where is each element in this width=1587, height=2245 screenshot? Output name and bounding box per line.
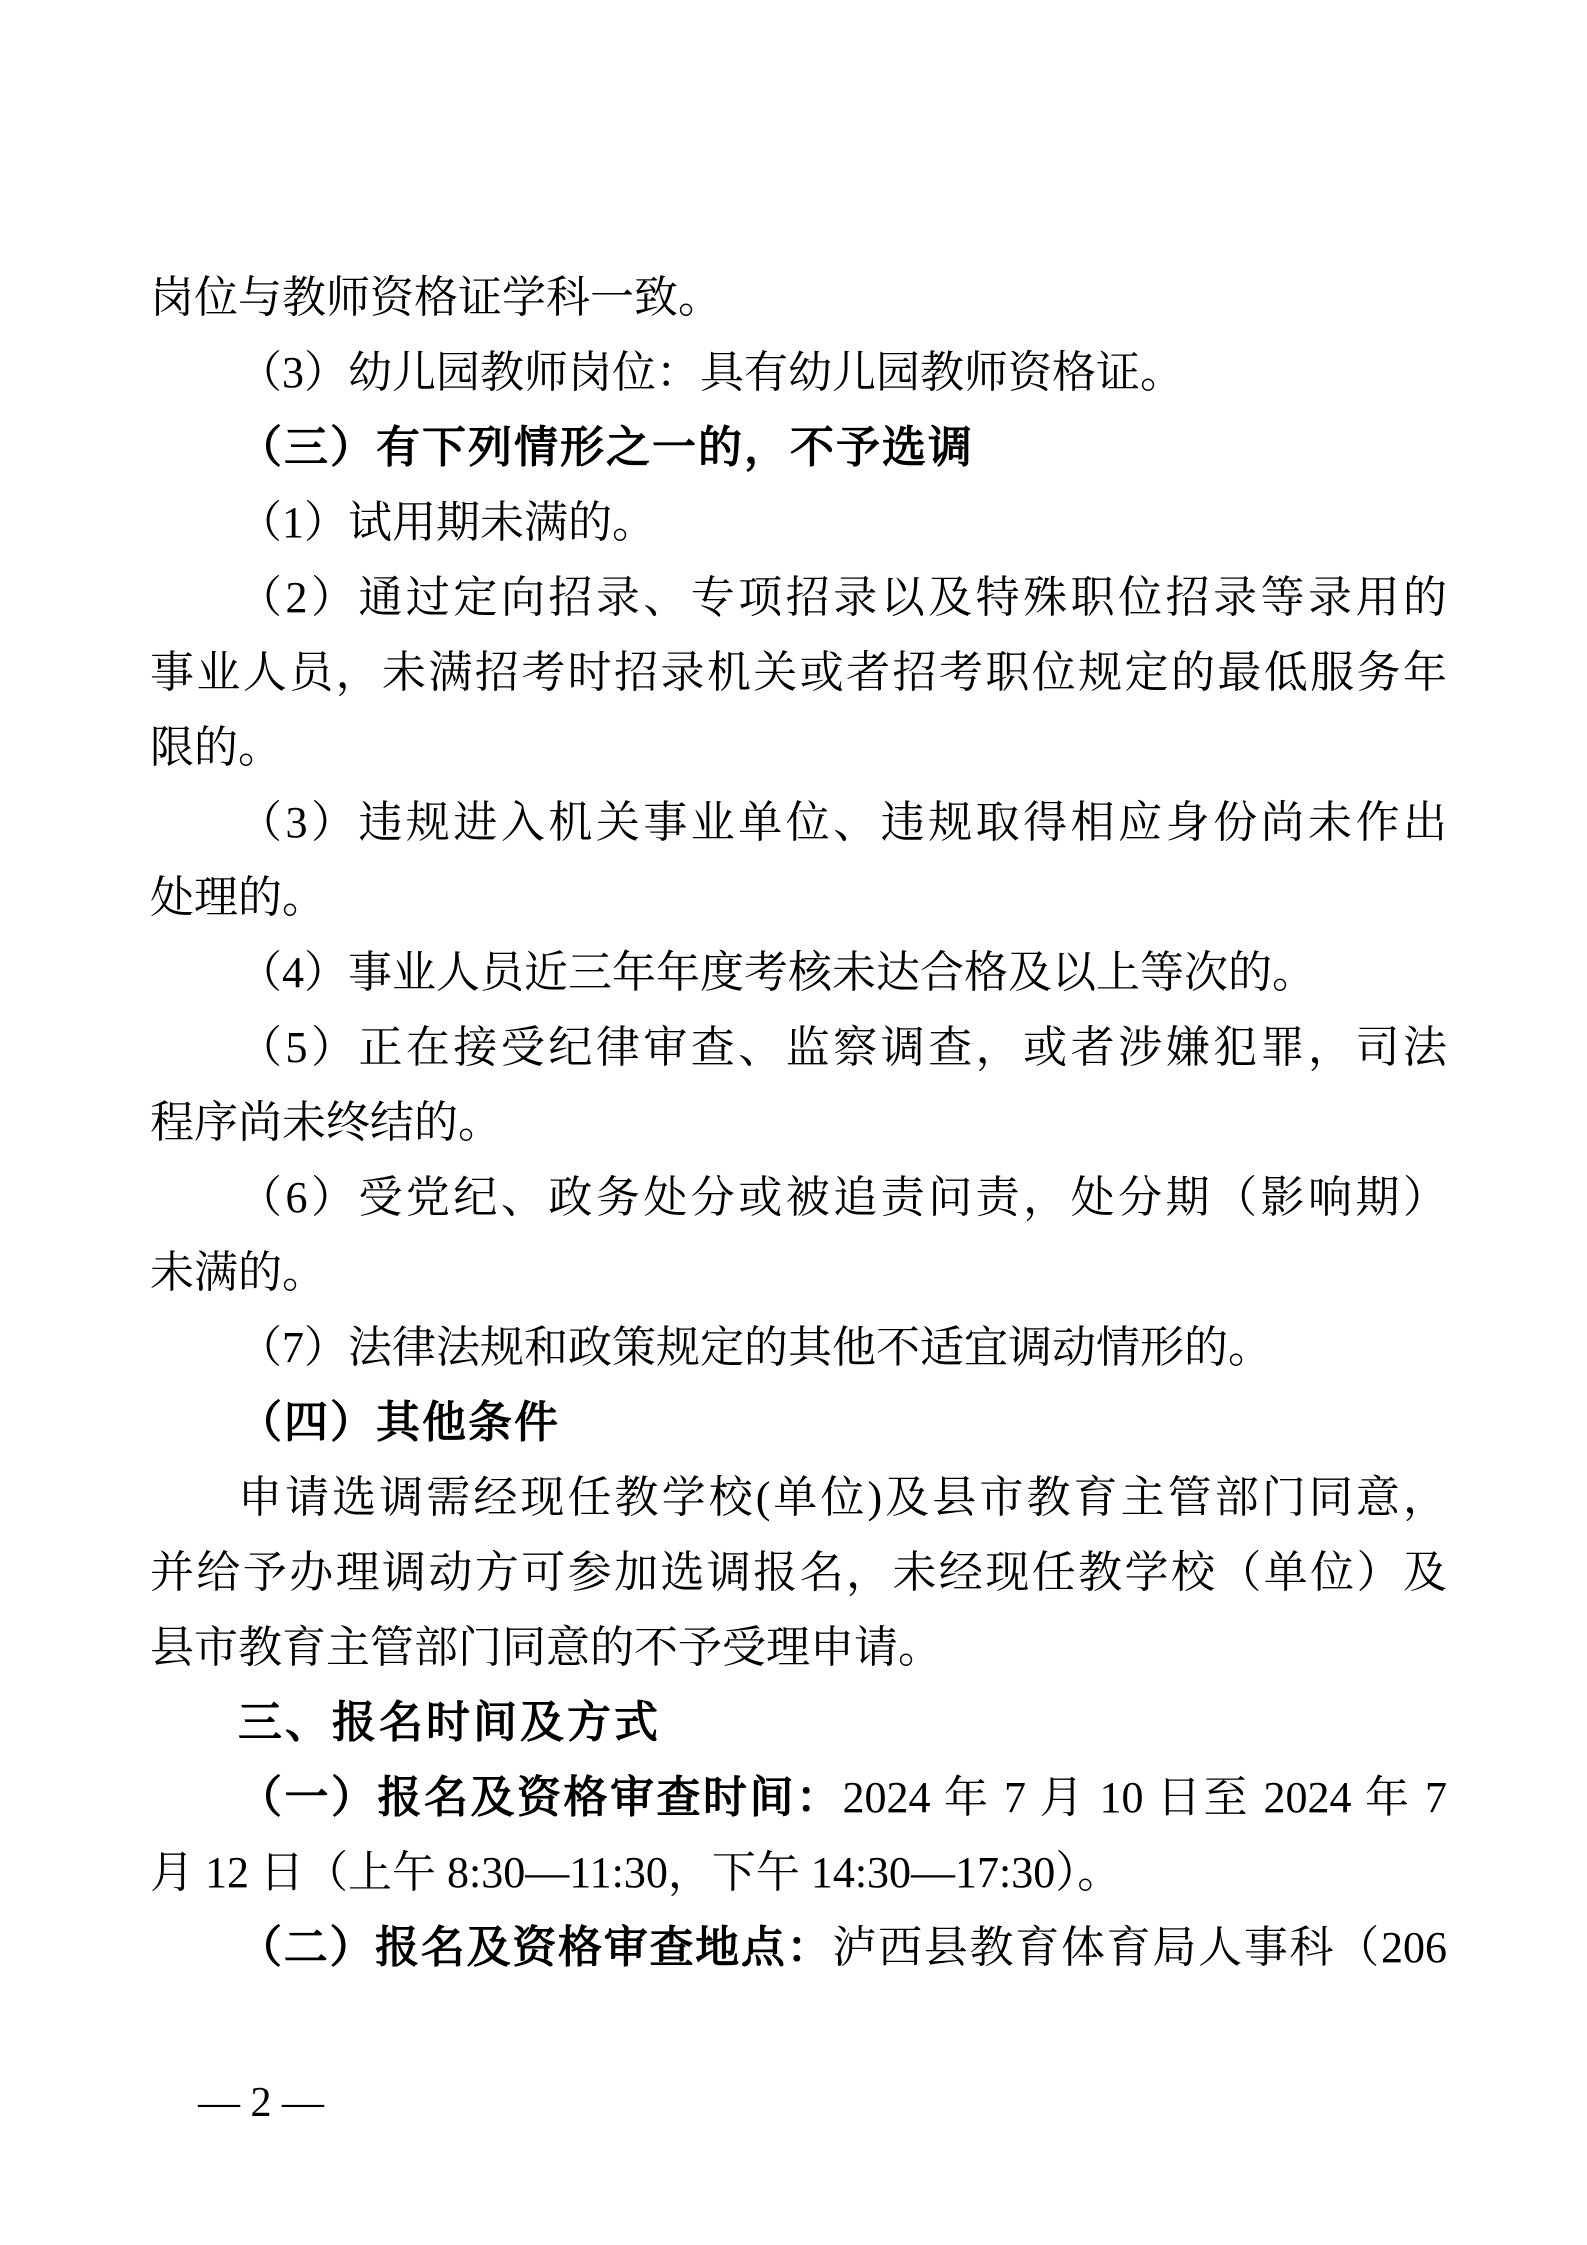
heading-chapter-three: 三、报名时间及方式	[238, 1698, 661, 1747]
other-conditions-line-1: 申请选调需经现任教学校(单位)及县市教育主管部门同意，	[238, 1473, 1447, 1522]
item-3-line-2: 处理的。	[150, 873, 326, 922]
heading-section-three: （三）有下列情形之一的，不予选调	[238, 423, 974, 472]
item-7: （7）法律法规和政策规定的其他不适宜调动情形的。	[238, 1323, 1272, 1372]
registration-time-line-2: 月 12 日（上午 8:30—11:30，下午 14:30—17:30）。	[150, 1848, 1122, 1897]
registration-time-value: 2024 年 7 月 10 日至 2024 年 7	[842, 1773, 1447, 1822]
item-2-line-2: 事业人员，未满招考时招录机关或者招考职位规定的最低服务年	[150, 648, 1447, 697]
other-conditions-line-3: 县市教育主管部门同意的不予受理申请。	[150, 1623, 942, 1672]
item-1: （1）试用期未满的。	[238, 498, 656, 547]
paragraph-continuation: 岗位与教师资格证学科一致。	[150, 273, 722, 322]
item-3-line-1: （3）违规进入机关事业单位、违规取得相应身份尚未作出	[238, 798, 1447, 847]
registration-time-line-1	[150, 1760, 1447, 1835]
item-6-line-1: （6）受党纪、政务处分或被追责问责，处分期（影响期）	[238, 1173, 1447, 1222]
item-2-line-1: （2）通过定向招录、专项招录以及特殊职位招录等录用的	[238, 573, 1447, 622]
heading-section-four: （四）其他条件	[238, 1398, 560, 1447]
item-4: （4）事业人员近三年年度考核未达合格及以上等次的。	[238, 948, 1316, 997]
document-body	[150, 260, 1447, 1985]
item-2-line-3: 限的。	[150, 723, 282, 772]
registration-time-label: （一）报名及资格审查时间：	[238, 1773, 843, 1822]
registration-place-label: （二）报名及资格审查地点：	[238, 1923, 833, 1972]
other-conditions-line-2: 并给予办理调动方可参加选调报名，未经现任教学校（单位）及	[150, 1548, 1447, 1597]
registration-place-value: 泸西县教育体育局人事科（206	[832, 1923, 1447, 1972]
item-5-line-1: （5）正在接受纪律审查、监察调查，或者涉嫌犯罪，司法	[238, 1023, 1447, 1072]
item-6-line-2: 未满的。	[150, 1248, 326, 1297]
item-kindergarten-teacher: （3）幼儿园教师岗位：具有幼儿园教师资格证。	[238, 348, 1184, 397]
item-5-line-2: 程序尚未终结的。	[150, 1098, 502, 1147]
page-number: — 2 —	[198, 2080, 324, 2126]
registration-place-line-1	[150, 1910, 1447, 1985]
